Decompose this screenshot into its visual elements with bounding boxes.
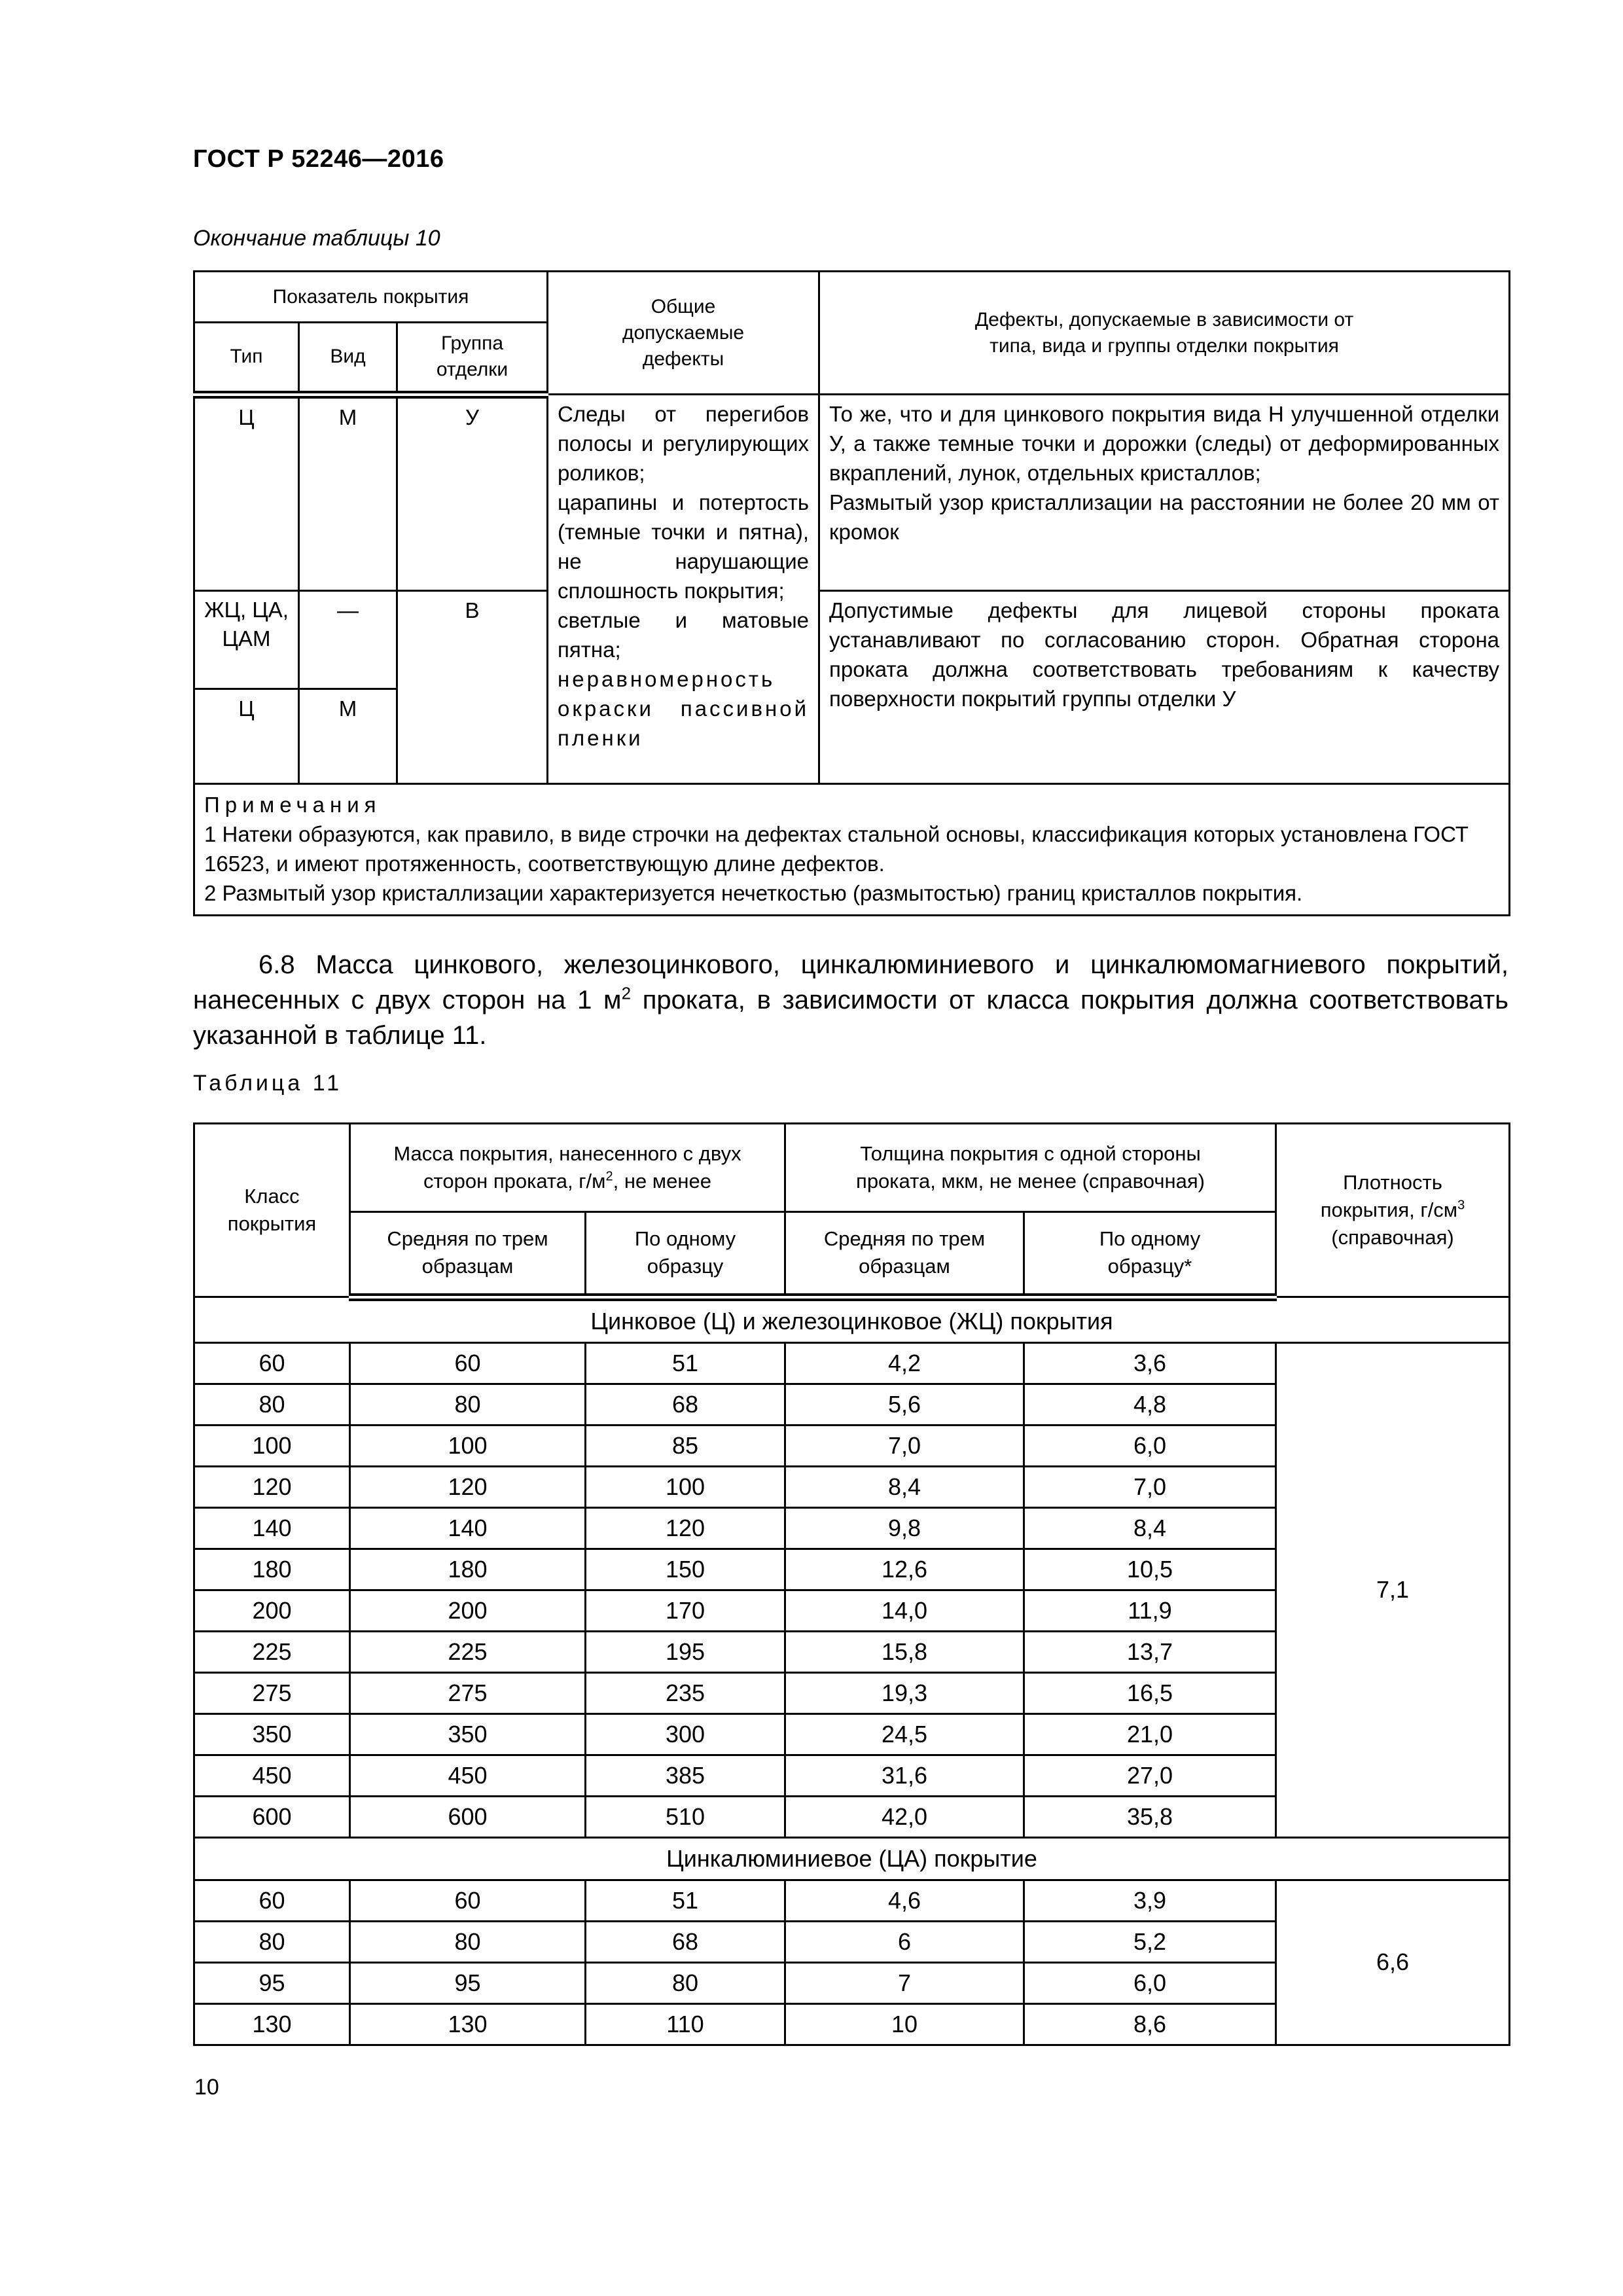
cell-mass-single: 235 [586,1672,785,1713]
cell-mass-single: 51 [586,1880,785,1921]
cell-mass-avg: 130 [350,2003,586,2045]
cell-thick-avg: 7,0 [785,1425,1024,1466]
cell-mass-avg: 80 [350,1384,586,1425]
page-number: 10 [194,2075,219,2100]
header-thick-avg: Средняя по трем образцам [785,1212,1024,1297]
cell-mass-single: 68 [586,1921,785,1962]
cell-mass-avg: 600 [350,1796,586,1837]
header-general-defects: Общие допускаемые дефекты [548,272,819,395]
cell-class: 100 [194,1425,350,1466]
cell-kind: М [299,395,397,591]
cell-thick-avg: 14,0 [785,1590,1024,1631]
cell-mass-avg: 180 [350,1549,586,1590]
table11-caption: Таблица 11 [193,1071,343,1096]
cell-thick-single: 16,5 [1024,1672,1276,1713]
defect-line: Размытый узор кристаллизации на расстоянии не более 20 мм от кромок [829,490,1500,544]
cell-kind: М [299,689,397,784]
cell-mass-avg: 80 [350,1921,586,1962]
cell-mass-single: 170 [586,1590,785,1631]
cell-thick-avg: 10 [785,2003,1024,2045]
cell-class: 95 [194,1962,350,2003]
header-finish-group: Группа отделки [397,323,548,395]
header-mass [350,1124,785,1212]
cell-thick-single: 4,8 [1024,1384,1276,1425]
cell-mass-single: 510 [586,1796,785,1837]
cell-class: 140 [194,1507,350,1549]
header-mass-avg: Средняя по трем образцам [350,1212,586,1297]
cell-mass-single: 195 [586,1631,785,1672]
cell-type: Ц [194,689,299,784]
cell-thick-avg: 9,8 [785,1507,1024,1549]
table-row [194,591,1510,689]
cell-thick-single: 3,6 [1024,1342,1276,1384]
cell-class: 80 [194,1921,350,1962]
cell-mass-avg: 95 [350,1962,586,2003]
defect-line: Следы от перегибов полосы и регулирующих роликов; [558,402,810,485]
cell-thick-avg: 5,6 [785,1384,1024,1425]
header-coating-indicator: Показатель покрытия [194,272,548,323]
cell-general-defects [548,395,819,784]
header-thickness: Толщина покрытия с одной стороны проката, мкм, не менее (справочная) [785,1124,1276,1212]
cell-class: 120 [194,1466,350,1507]
cell-class: 450 [194,1755,350,1796]
cell-class: 180 [194,1549,350,1590]
table-row [194,1880,1510,1921]
cell-density: 7,1 [1276,1342,1510,1837]
cell-thick-single: 21,0 [1024,1713,1276,1755]
defect-line: То же, что и для цинкового покрытия вида Н улучшенной отделки У, а также темные точки и дорожки (следы) от деформированных вкраплений, лунок, отдельных кристаллов; [829,402,1500,485]
cell-mass-avg: 100 [350,1425,586,1466]
header-text: Масса покрытия, нанесенного с двух сторон проката, г/м [393,1142,741,1193]
header-type: Тип [194,323,299,395]
cell-thick-avg: 42,0 [785,1796,1024,1837]
cell-class: 80 [194,1384,350,1425]
cell-mass-avg: 225 [350,1631,586,1672]
superscript: 2 [605,1169,613,1184]
header-text: (справочная) [1331,1226,1454,1249]
notes-title: Примечания [204,793,382,817]
cell-mass-single: 51 [586,1342,785,1384]
cell-type: ЖЦ, ЦА, ЦАМ [194,591,299,689]
superscript: 3 [1457,1198,1465,1213]
notes-row [194,784,1510,916]
cell-class: 600 [194,1796,350,1837]
cell-mass-single: 85 [586,1425,785,1466]
cell-thick-single: 10,5 [1024,1549,1276,1590]
cell-class: 130 [194,2003,350,2045]
cell-thick-avg: 6 [785,1921,1024,1962]
cell-mass-avg: 200 [350,1590,586,1631]
table-10 [193,270,1510,916]
cell-thick-single: 7,0 [1024,1466,1276,1507]
cell-class: 350 [194,1713,350,1755]
note-item: 2 Размытый узор кристаллизации характеризуется нечеткостью (размытостью) границ кристаллов покрытия. [204,881,1303,905]
header-text: Плотность покрытия, г/см [1320,1171,1458,1221]
cell-thick-single: 11,9 [1024,1590,1276,1631]
cell-mass-single: 100 [586,1466,785,1507]
cell-mass-avg: 60 [350,1342,586,1384]
cell-defects-by-type: Допустимые дефекты для лицевой стороны проката устанавливают по согласованию сторон. Обратная сторона проката должна соответствовать требованиям к качеству поверхности покрытий группы отделки У [819,591,1510,784]
cell-class: 60 [194,1880,350,1921]
cell-thick-single: 3,9 [1024,1880,1276,1921]
cell-thick-single: 5,2 [1024,1921,1276,1962]
note-item: 1 Натеки образуются, как правило, в виде строчки на дефектах стальной основы, классификация которых установлена ГОСТ 16523, и имеют протяженность, соответствующую длине дефектов. [204,822,1469,876]
header-thick-single: По одному образцу* [1024,1212,1276,1297]
cell-thick-avg: 4,6 [785,1880,1024,1921]
cell-density: 6,6 [1276,1880,1510,2045]
cell-mass-avg: 120 [350,1466,586,1507]
cell-mass-single: 68 [586,1384,785,1425]
cell-mass-avg: 275 [350,1672,586,1713]
cell-class: 275 [194,1672,350,1713]
table-row [194,395,1510,591]
cell-thick-single: 6,0 [1024,1425,1276,1466]
header-text: , не менее [613,1170,711,1193]
cell-thick-avg: 15,8 [785,1631,1024,1672]
cell-thick-single: 8,4 [1024,1507,1276,1549]
defect-line: светлые и матовые пятна; [558,608,810,662]
table10-caption: Окончание таблицы 10 [193,226,440,251]
group-title-zinc: Цинковое (Ц) и железоцинковое (ЖЦ) покрытия [194,1297,1510,1343]
cell-thick-avg: 8,4 [785,1466,1024,1507]
cell-thick-avg: 24,5 [785,1713,1024,1755]
cell-type: Ц [194,395,299,591]
cell-mass-single: 385 [586,1755,785,1796]
cell-thick-single: 8,6 [1024,2003,1276,2045]
cell-thick-single: 13,7 [1024,1631,1276,1672]
cell-mass-single: 150 [586,1549,785,1590]
notes-cell [194,784,1510,916]
paragraph-text: проката, в зависимости от класса покрытия должна соответствовать указанной в таблице 11. [193,986,1508,1050]
defect-line: неравномерность окраски пассивной пленки [558,667,810,750]
cell-defects-by-type [819,395,1510,591]
cell-finish-group: У [397,395,548,591]
cell-mass-single: 300 [586,1713,785,1755]
header-mass-single: По одному образцу [586,1212,785,1297]
cell-thick-avg: 31,6 [785,1755,1024,1796]
superscript: 2 [621,983,632,1003]
document-id: ГОСТ Р 52246—2016 [193,145,444,173]
table-11 [193,1122,1510,2046]
cell-thick-avg: 19,3 [785,1672,1024,1713]
header-class: Класс покрытия [194,1124,350,1297]
cell-kind: — [299,591,397,689]
cell-mass-single: 110 [586,2003,785,2045]
cell-finish-group: В [397,591,548,784]
cell-mass-single: 120 [586,1507,785,1549]
table-row [194,1342,1510,1384]
cell-class: 60 [194,1342,350,1384]
cell-thick-avg: 7 [785,1962,1024,2003]
cell-thick-single: 35,8 [1024,1796,1276,1837]
paragraph-6-8 [193,947,1508,1053]
cell-mass-avg: 350 [350,1713,586,1755]
header-density [1276,1124,1510,1297]
cell-thick-avg: 4,2 [785,1342,1024,1384]
cell-class: 200 [194,1590,350,1631]
cell-thick-avg: 12,6 [785,1549,1024,1590]
cell-mass-single: 80 [586,1962,785,2003]
cell-mass-avg: 60 [350,1880,586,1921]
header-defects-by-type: Дефекты, допускаемые в зависимости от типа, вида и группы отделки покрытия [819,272,1510,395]
cell-class: 225 [194,1631,350,1672]
group-title-zinc-aluminium: Цинкалюминиевое (ЦА) покрытие [194,1837,1510,1880]
cell-thick-single: 27,0 [1024,1755,1276,1796]
cell-mass-avg: 450 [350,1755,586,1796]
cell-mass-avg: 140 [350,1507,586,1549]
header-kind: Вид [299,323,397,395]
defect-line: царапины и потертость (темные точки и пятна), не нарушающие сплошность покрытия; [558,490,810,603]
cell-thick-single: 6,0 [1024,1962,1276,2003]
paragraph-text: 6.8 Масса цинкового, железоцинкового, цинкалюминиевого и цинкалюмомагниевого покрытий, нанесенных с двух сторон на 1 м [193,950,1508,1014]
